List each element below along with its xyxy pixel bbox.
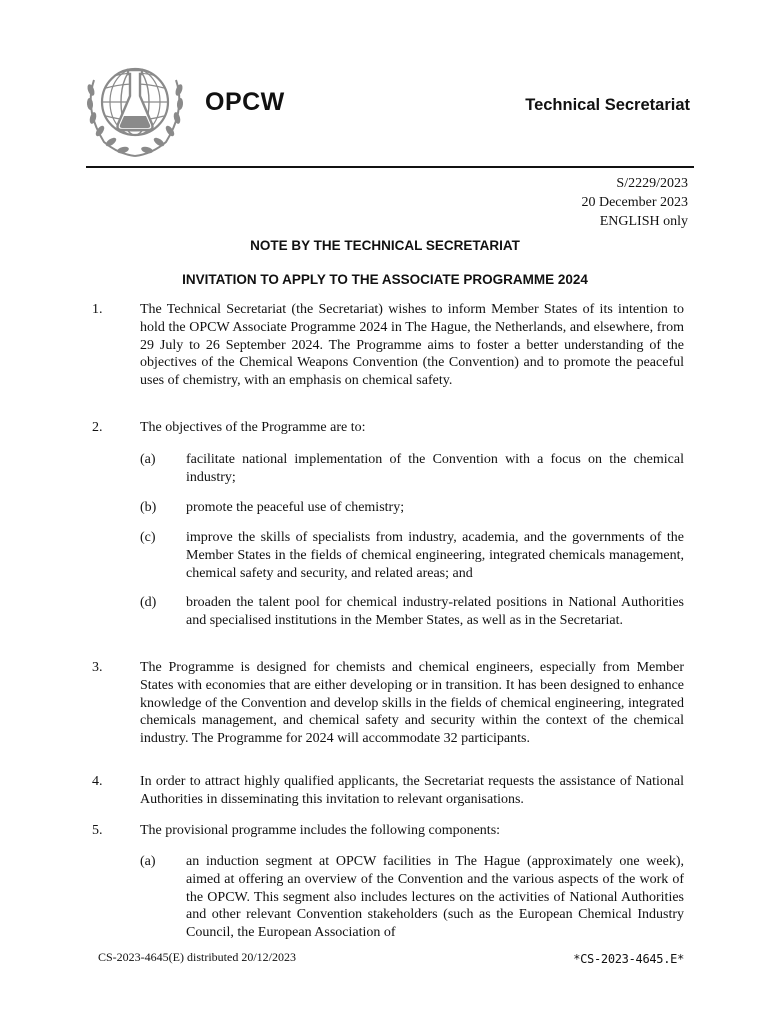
objective-text: improve the skills of specialists from industry, academia, and the governments of the Member States in the fields of chemical engineering, integrated chemicals management, chemical safety and security, and related areas; and bbox=[186, 530, 684, 581]
objective-text: broaden the talent pool for chemical industry-related positions in National Authorities and specialised institutions in the Member States, as well as in the Secretariat. bbox=[186, 595, 684, 628]
paragraph-number: 4. bbox=[92, 774, 103, 789]
paragraph-text: In order to attract highly qualified applicants, the Secretariat requests the assistance of National Authorities in disseminating this invitation to relevant organisations. bbox=[140, 774, 684, 807]
paragraph-number: 5. bbox=[92, 823, 103, 838]
objective-c bbox=[140, 529, 684, 582]
component-label: (a) bbox=[140, 854, 156, 869]
paragraph-number: 3. bbox=[92, 660, 103, 675]
objective-text: facilitate national implementation of the Convention with a focus on the chemical industry; bbox=[186, 452, 684, 485]
org-name: OPCW bbox=[205, 88, 285, 116]
distribution-footer: CS-2023-4645(E) distributed 20/12/2023 bbox=[98, 950, 296, 964]
paragraph-2 bbox=[92, 419, 684, 437]
document-meta bbox=[581, 174, 688, 231]
paragraph-text: The provisional programme includes the following components: bbox=[140, 823, 501, 838]
objective-label: (c) bbox=[140, 530, 156, 545]
paragraph-4 bbox=[92, 773, 684, 809]
opcw-emblem-logo bbox=[80, 50, 190, 162]
header-divider bbox=[86, 166, 694, 168]
objective-b bbox=[140, 499, 684, 517]
paragraph-3 bbox=[92, 659, 684, 748]
paragraph-1 bbox=[92, 301, 684, 390]
component-text: an induction segment at OPCW facilities in The Hague (approximately one week), aimed at offering an overview of the Convention and the various aspects of the work of the OPCW. This segment also includes lectures on the activities of National Authorities and other relevant Convention stakeholders (such as the European Chemical Industry Council, the European Association of bbox=[186, 854, 684, 941]
objective-label: (d) bbox=[140, 595, 157, 610]
document-language: ENGLISH only bbox=[599, 214, 688, 229]
paragraph-text: The Programme is designed for chemists and chemical engineers, especially from Member States with economies that are either developing or in transition. It has been designed to enhance knowledge of the Convention and develop skills in the fields of chemical engineering, integrated chemicals management, and chemical safety and security within the context of the chemical industry. The Programme for 2024 will accommodate 32 participants. bbox=[140, 660, 684, 747]
paragraph-text: The Technical Secretariat (the Secretariat) wishes to inform Member States of its intention to hold the OPCW Associate Programme 2024 in The Hague, the Netherlands, and elsewhere, from 29 July to 26 September 2024. The Programme aims to foster a better understanding of the objectives of the Chemical Weapons Convention (the Convention) and to promote the peaceful uses of chemistry, with an emphasis on chemical safety. bbox=[140, 302, 684, 389]
objective-label: (a) bbox=[140, 452, 156, 467]
objective-label: (b) bbox=[140, 500, 157, 515]
document-barcode-text: *CS-2023-4645.E* bbox=[573, 952, 684, 966]
objective-text: promote the peaceful use of chemistry; bbox=[186, 500, 405, 515]
document-symbol: S/2229/2023 bbox=[616, 176, 688, 191]
document-date: 20 December 2023 bbox=[581, 195, 688, 210]
objective-a bbox=[140, 451, 684, 487]
paragraph-number: 2. bbox=[92, 420, 103, 435]
paragraph-5 bbox=[92, 822, 684, 840]
objective-d bbox=[140, 594, 684, 630]
invitation-heading: INVITATION TO APPLY TO THE ASSOCIATE PROGRAMME 2024 bbox=[182, 272, 588, 287]
note-heading: NOTE BY THE TECHNICAL SECRETARIAT bbox=[250, 238, 520, 253]
paragraph-number: 1. bbox=[92, 302, 103, 317]
secretariat-title: Technical Secretariat bbox=[525, 96, 690, 114]
component-a bbox=[140, 853, 684, 942]
paragraph-text: The objectives of the Programme are to: bbox=[140, 420, 366, 435]
